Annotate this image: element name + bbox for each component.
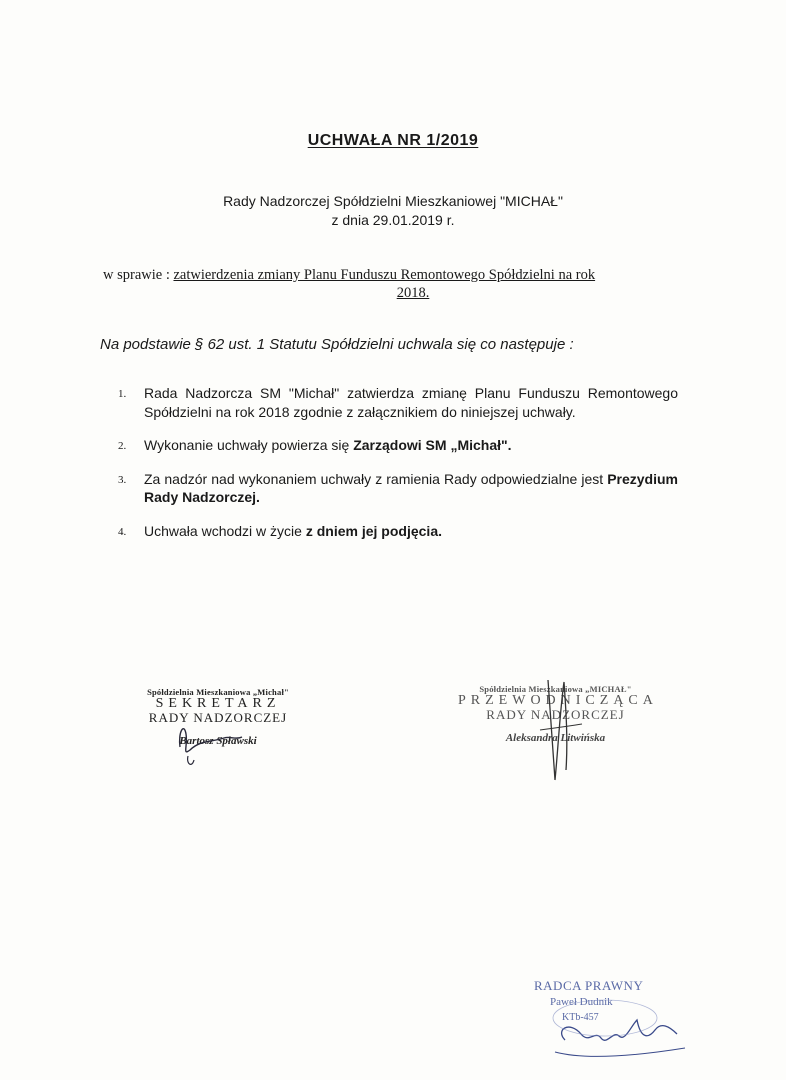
item-text: Za nadzór nad wykonaniem uchwały z ramienia Rady odpowiedzialne jest	[144, 470, 608, 487]
matter-year: 2018.	[396, 285, 430, 301]
stamp-name: Bartosz Spławski	[179, 735, 257, 747]
legal-counsel-signature	[545, 990, 695, 1070]
chairwoman-signature	[520, 670, 610, 790]
stamp-org: Spółdzielnia Mieszkaniowa „Michał"	[147, 687, 289, 697]
list-item	[118, 436, 678, 455]
item-number: 4.	[118, 525, 127, 538]
stamp-body: RADY NADZORCZEJ	[486, 707, 625, 722]
list-item	[118, 522, 678, 541]
list-item	[118, 384, 678, 421]
issuer-line: Rady Nadzorczej Spółdzielni Mieszkaniowej "MICHAŁ"	[223, 193, 563, 209]
stamp-role: PRZEWODNICZĄCA	[458, 693, 658, 708]
item-text: Wykonanie uchwały powierza się	[144, 437, 354, 453]
item-number: 3.	[118, 473, 127, 486]
stamp-body: RADY NADZORCZEJ	[148, 710, 288, 725]
resolution-items	[118, 384, 678, 555]
date-line: z dnia 29.01.2019 r.	[331, 212, 455, 228]
item-bold-text: z dniem jej podjęcia.	[305, 522, 442, 539]
issuer-block	[0, 192, 786, 230]
item-bold-text: Zarządowi SM „Michał".	[353, 437, 512, 453]
stamp-reg: KTb-457	[562, 1012, 599, 1023]
legal-basis: Na podstawie § 62 ust. 1 Statutu Spółdzielni uchwala się co następuje :	[100, 336, 574, 353]
document-title: UCHWAŁA NR 1/2019	[307, 132, 479, 149]
item-number: 2.	[118, 440, 127, 452]
item-number: 1.	[118, 388, 127, 400]
secretary-signature	[150, 712, 270, 772]
matter-prefix: w sprawie :	[103, 267, 174, 283]
stamp-name: Paweł Dudnik	[550, 996, 613, 1008]
stamp-org: Spółdzielnia Mieszkaniowa „MICHAŁ"	[479, 684, 632, 694]
stamp-name: Aleksandra Litwińska	[505, 732, 606, 744]
stamp-role: RADCA PRAWNY	[534, 978, 644, 993]
matter-block	[103, 266, 683, 302]
stamp-role: SEKRETARZ	[155, 696, 281, 711]
item-text: Rada Nadzorcza SM "Michał" zatwierdza zmianę Planu Funduszu Remontowego Spółdzielni na rok 2018 zgodnie z załącznikiem do niniejszej uchwały.	[144, 385, 678, 420]
matter-text: zatwierdzenia zmiany Planu Funduszu Remontowego Spółdzielni na rok	[173, 267, 596, 283]
item-text: Uchwała wchodzi w życie	[144, 522, 306, 539]
item-bold-text: Prezydium Rady Nadzorczej.	[144, 470, 678, 505]
list-item	[118, 470, 678, 507]
